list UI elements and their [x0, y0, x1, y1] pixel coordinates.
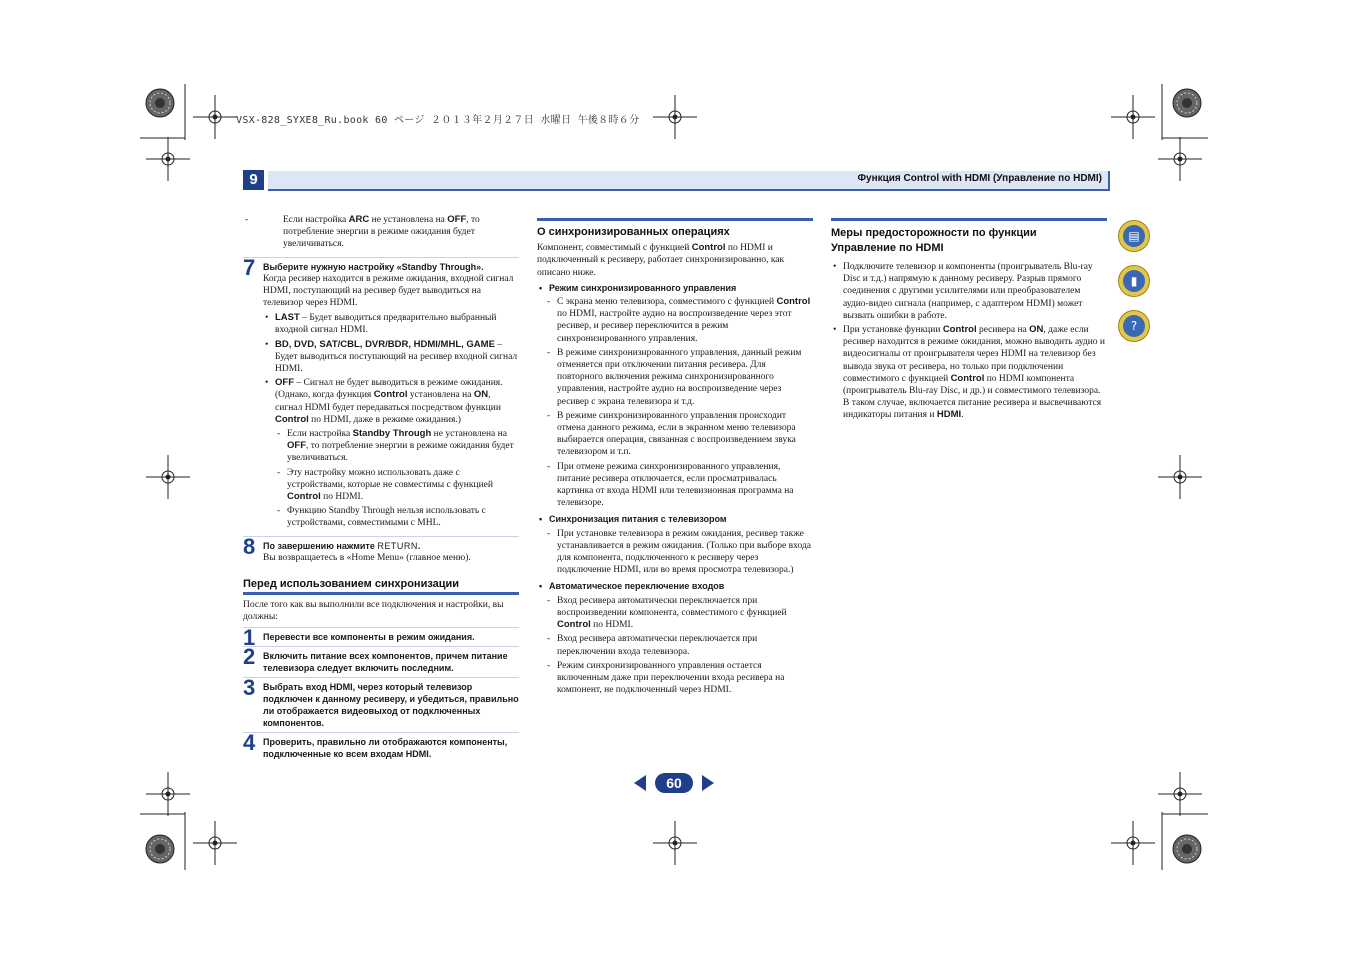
- standby-note-1: - Если настройка Standby Through не установлена на OFF, то потребление энергии в режиме ожидания будет увеличиваться.: [275, 428, 519, 465]
- sync-step-1: [243, 625, 519, 651]
- faq-icon[interactable]: ?: [1118, 310, 1150, 342]
- precaution-1: • Подключите телевизор и компоненты (проигрыватель Blu-ray Disc и т.д.) напрямую к данному ресиверу. Разрыв прямого соединения с другими усилителями или преобразователем аудио-видео сигнала (например, с адаптером HDMI) может вызвать ошибки в работе.: [831, 261, 1107, 322]
- step-7: [243, 254, 519, 530]
- step-number: 8: [243, 533, 256, 559]
- column-right: [831, 218, 1107, 424]
- standby-note-2: - Эту настройку можно использовать даже с устройствами, которые не совместимы с функцией Control по HDMI.: [275, 467, 519, 504]
- group-title-auto-input: • Автоматическое переключение входов: [537, 580, 813, 592]
- power-sync-note-1: - При установке телевизора в режим ожидания, ресивер также устанавливается в режим ожидания. (Только при выборе входа для компонента, подключенного к ресиверу через подключение HDMI, или во время просмотра телевизора.): [545, 528, 813, 577]
- step-8: [243, 533, 519, 564]
- step-number: 1: [243, 625, 256, 651]
- sync-control-note-4: - При отмене режима синхронизированного управления, питание ресивера отключается, если просматривалась картинка от входа HDMI или телевизионная программа на телевизоре.: [545, 461, 813, 510]
- option-inputs: • BD, DVD, SAT/CBL, DVR/BDR, HDMI/MHL, GAME – Будет выводиться поступающий на ресивер входной сигнал HDMI.: [263, 339, 519, 376]
- step-number: 2: [243, 644, 256, 670]
- group-title-sync-control: • Режим синхронизированного управления: [537, 282, 813, 294]
- sync-control-note-1: - С экрана меню телевизора, совместимого с функцией Control по HDMI, настройте аудио на воспроизведение через этот ресивер, и ресивер переключится в режим синхронизированного управления.: [545, 296, 813, 345]
- auto-input-note-3: - Режим синхронизированного управления остается включенным даже при переключении входа ресивера на компонент, не подключенный через HDMI.: [545, 660, 813, 697]
- prev-page-arrow-icon[interactable]: [634, 775, 646, 791]
- section-intro: Компонент, совместимый с функцией Control по HDMI и подключенный к ресиверу, работает синхронизированно, как описано ниже.: [537, 242, 785, 278]
- chapter-header-bar: [268, 171, 1110, 191]
- step-number: 3: [243, 675, 256, 701]
- remote-icon[interactable]: ▮: [1118, 265, 1150, 297]
- option-off: • OFF – Сигнал не будет выводиться в режиме ожидания. (Однако, когда функция Control установлена на ON, сигнал HDMI будет передаваться посредством функции Control по HDMI, даже в режиме ожидания.): [263, 377, 519, 426]
- sync-step-3: [243, 677, 519, 729]
- step-title: Выбрать вход HDMI, через который телевизор подключен к данному ресиверу, и убедиться, правильно ли отображается видеовыход от подключенных компонентов.: [263, 682, 519, 729]
- sync-step-2: [243, 646, 519, 674]
- section-title-sync-ops: О синхронизированных операциях: [537, 218, 813, 240]
- book-icon[interactable]: ▤: [1118, 220, 1150, 252]
- group-title-power-sync: • Синхронизация питания с телевизором: [537, 513, 813, 525]
- column-middle: [537, 218, 813, 698]
- step-number: 4: [243, 730, 256, 756]
- next-page-arrow-icon[interactable]: [702, 775, 714, 791]
- step-text: Вы возвращаетесь в «Home Menu» (главное меню).: [263, 552, 471, 563]
- sync-control-note-3: - В режиме синхронизированного управления происходит отмена данного режима, если в экранном меню телевизора выбирается операция, связанная с воспроизведением звука телевизором и т.п.: [545, 410, 813, 459]
- step-title: Перевести все компоненты в режим ожидания.: [263, 632, 475, 643]
- step-title: По завершению нажмите RETURN.: [263, 540, 421, 551]
- column-left: [243, 214, 519, 760]
- page-number: 60: [655, 773, 693, 793]
- auto-input-note-2: - Вход ресивера автоматически переключается при переключении входа телевизора.: [545, 633, 813, 657]
- step-number: 7: [243, 254, 256, 280]
- print-info-line: VSX-828_SYXE8_Ru.book 60 ページ ２０１３年２月２７日 水曜日 午後８時６分: [236, 115, 640, 126]
- precaution-2: • При установке функции Control ресивера на ON, даже если ресивер находится в режиме ожидания, можно выводить аудио и видеосигналы от проигрывателя через HDMI на телевизор без вывода звука от ресивера, но только при подключении совместимого с функцией Control по HDMI компонента (проигрыватель Blu-ray Disc, и др.) и совместимого телевизора. В таком случае, включается питание ресивера и высвечиваются индикаторы питания и HDMI.: [831, 324, 1107, 422]
- chapter-title: Функция Control with HDMI (Управление по HDMI): [857, 173, 1102, 184]
- step-title: Включить питание всех компонентов, причем питание телевизора следует включить последним.: [263, 651, 508, 674]
- section-title-precautions: Меры предосторожности по функции Управление по HDMI: [831, 218, 1107, 258]
- step-title: Проверить, правильно ли отображаются компоненты, подключенные ко всем входам HDMI.: [263, 737, 508, 760]
- arc-note: - Если настройка ARC не установлена на OFF, то потребление энергии в режиме ожидания будет увеличиваться.: [243, 214, 519, 251]
- sync-step-4: [243, 732, 519, 760]
- step-title: Выберите нужную настройку «Standby Through».: [263, 261, 484, 272]
- option-last: • LAST – Будет выводиться предварительно выбранный входной сигнал HDMI.: [263, 312, 519, 336]
- step-intro: Когда ресивер находится в режиме ожидания, входной сигнал HDMI, поступающий на ресивер будет выводиться на телевизор через HDMI.: [263, 273, 514, 309]
- sync-control-note-2: - В режиме синхронизированного управления, данный режим отменяется при отключении питания ресивера. Для повторного включения режима синхронизированного управления, настройте аудио на воспроизведение через ресивер с экрана телевизора и т.д.: [545, 347, 813, 408]
- auto-input-note-1: - Вход ресивера автоматически переключается при воспроизведении компонента, совместимого с функцией Control по HDMI.: [545, 595, 813, 632]
- section-title-sync-prep: Перед использованием синхронизации: [243, 578, 519, 595]
- section-intro: После того как вы выполнили все подключения и настройки, вы должны:: [243, 600, 504, 623]
- chapter-number: 9: [243, 170, 264, 190]
- standby-note-3: - Функцию Standby Through нельзя использовать с устройствами, совместимыми с MHL.: [275, 505, 519, 529]
